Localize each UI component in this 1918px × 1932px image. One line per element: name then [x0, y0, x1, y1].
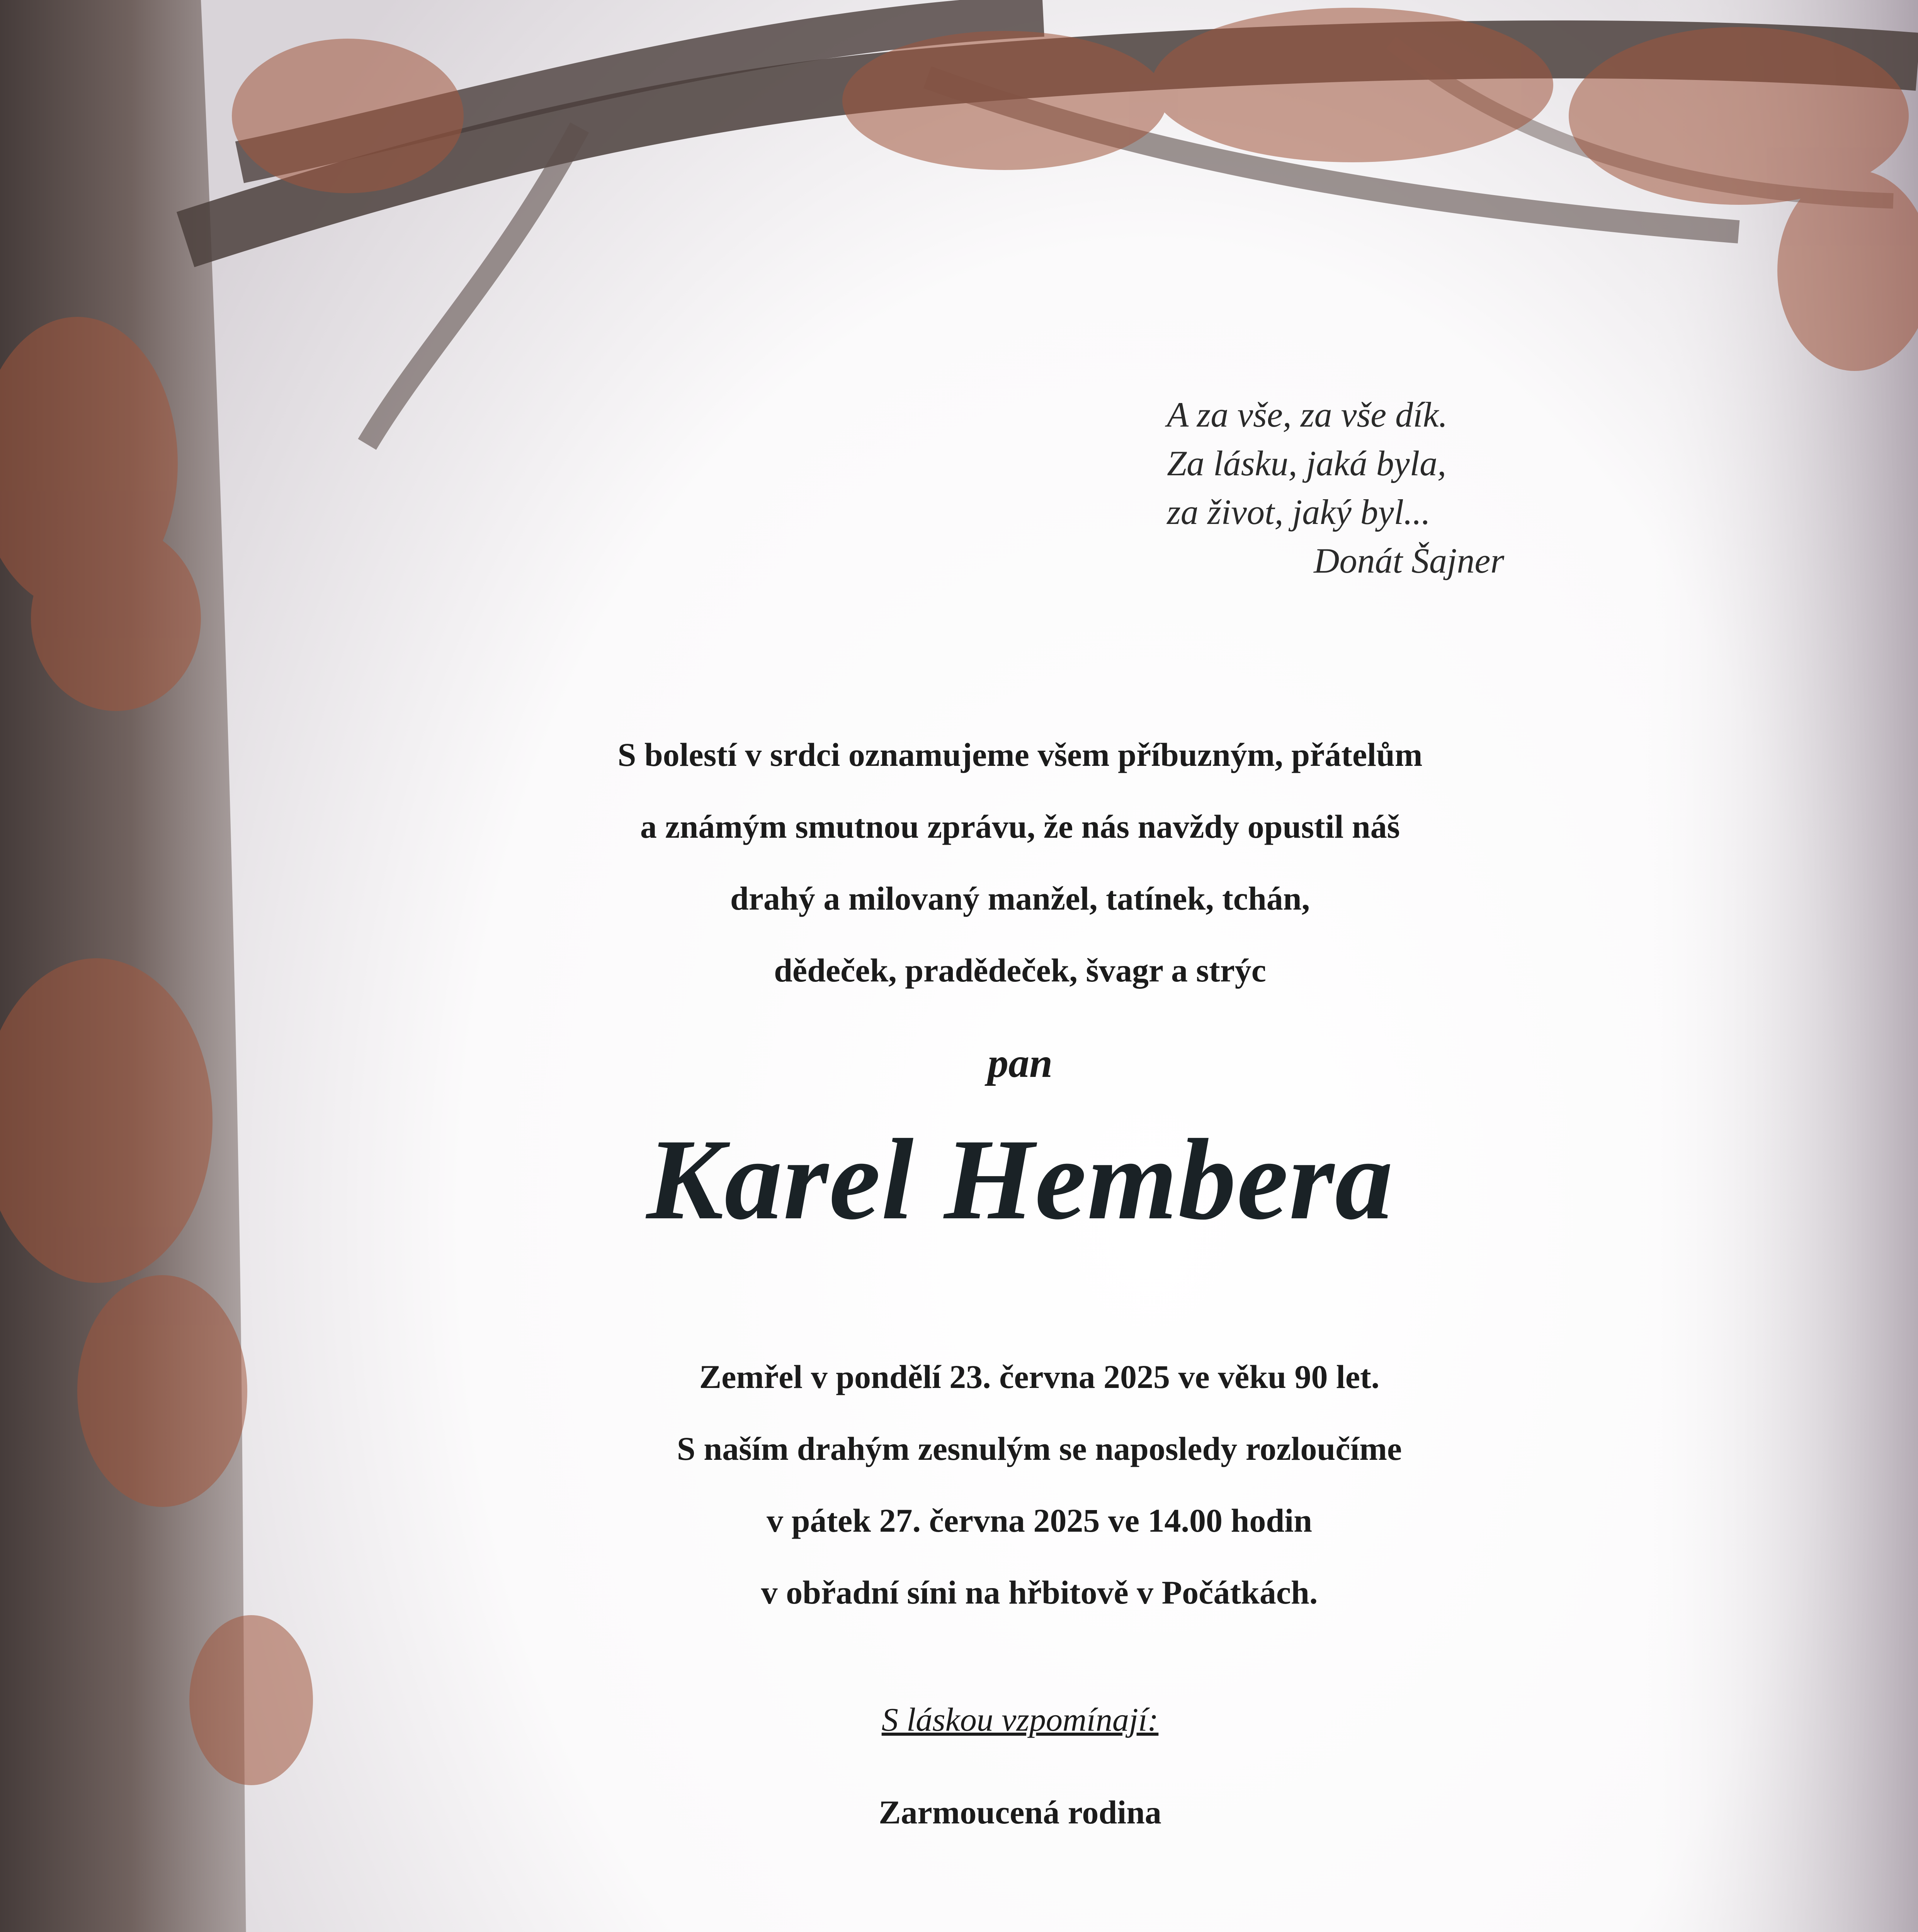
announcement-line: S bolestí v srdci oznamujeme všem příbuzným, přátelům	[617, 736, 1423, 773]
announcement-line: a známým smutnou zprávu, že nás navždy opustil náš	[640, 808, 1400, 845]
poem-author: Donát Šajner	[1314, 541, 1505, 581]
epigraph-poem	[1167, 390, 1504, 585]
funeral-details	[498, 1341, 1580, 1628]
poem-line: Za lásku, jaká byla,	[1167, 444, 1447, 483]
poem-line: za život, jaký byl...	[1167, 492, 1431, 532]
honorific: pan	[987, 1040, 1053, 1086]
details-line: v obřadní síni na hřbitově v Počátkách.	[761, 1574, 1318, 1611]
details-line: Zemřel v pondělí 23. června 2025 ve věku 90 let.	[699, 1358, 1380, 1395]
deceased-name: Karel Hembera	[646, 1115, 1394, 1243]
family-signature: Zarmoucená rodina	[879, 1794, 1161, 1831]
announcement-text	[498, 719, 1542, 1006]
remembrance-heading: S láskou vzpomínají:	[881, 1701, 1159, 1738]
details-line: S naším drahým zesnulým se naposledy rozloučíme	[677, 1430, 1402, 1467]
details-line: v pátek 27. června 2025 ve 14.00 hodin	[767, 1502, 1312, 1539]
announcement-line: dědeček, pradědeček, švagr a strýc	[774, 952, 1266, 989]
announcement-line: drahý a milovaný manžel, tatínek, tchán,	[730, 880, 1310, 917]
poem-line: A za vše, za vše dík.	[1167, 395, 1448, 434]
